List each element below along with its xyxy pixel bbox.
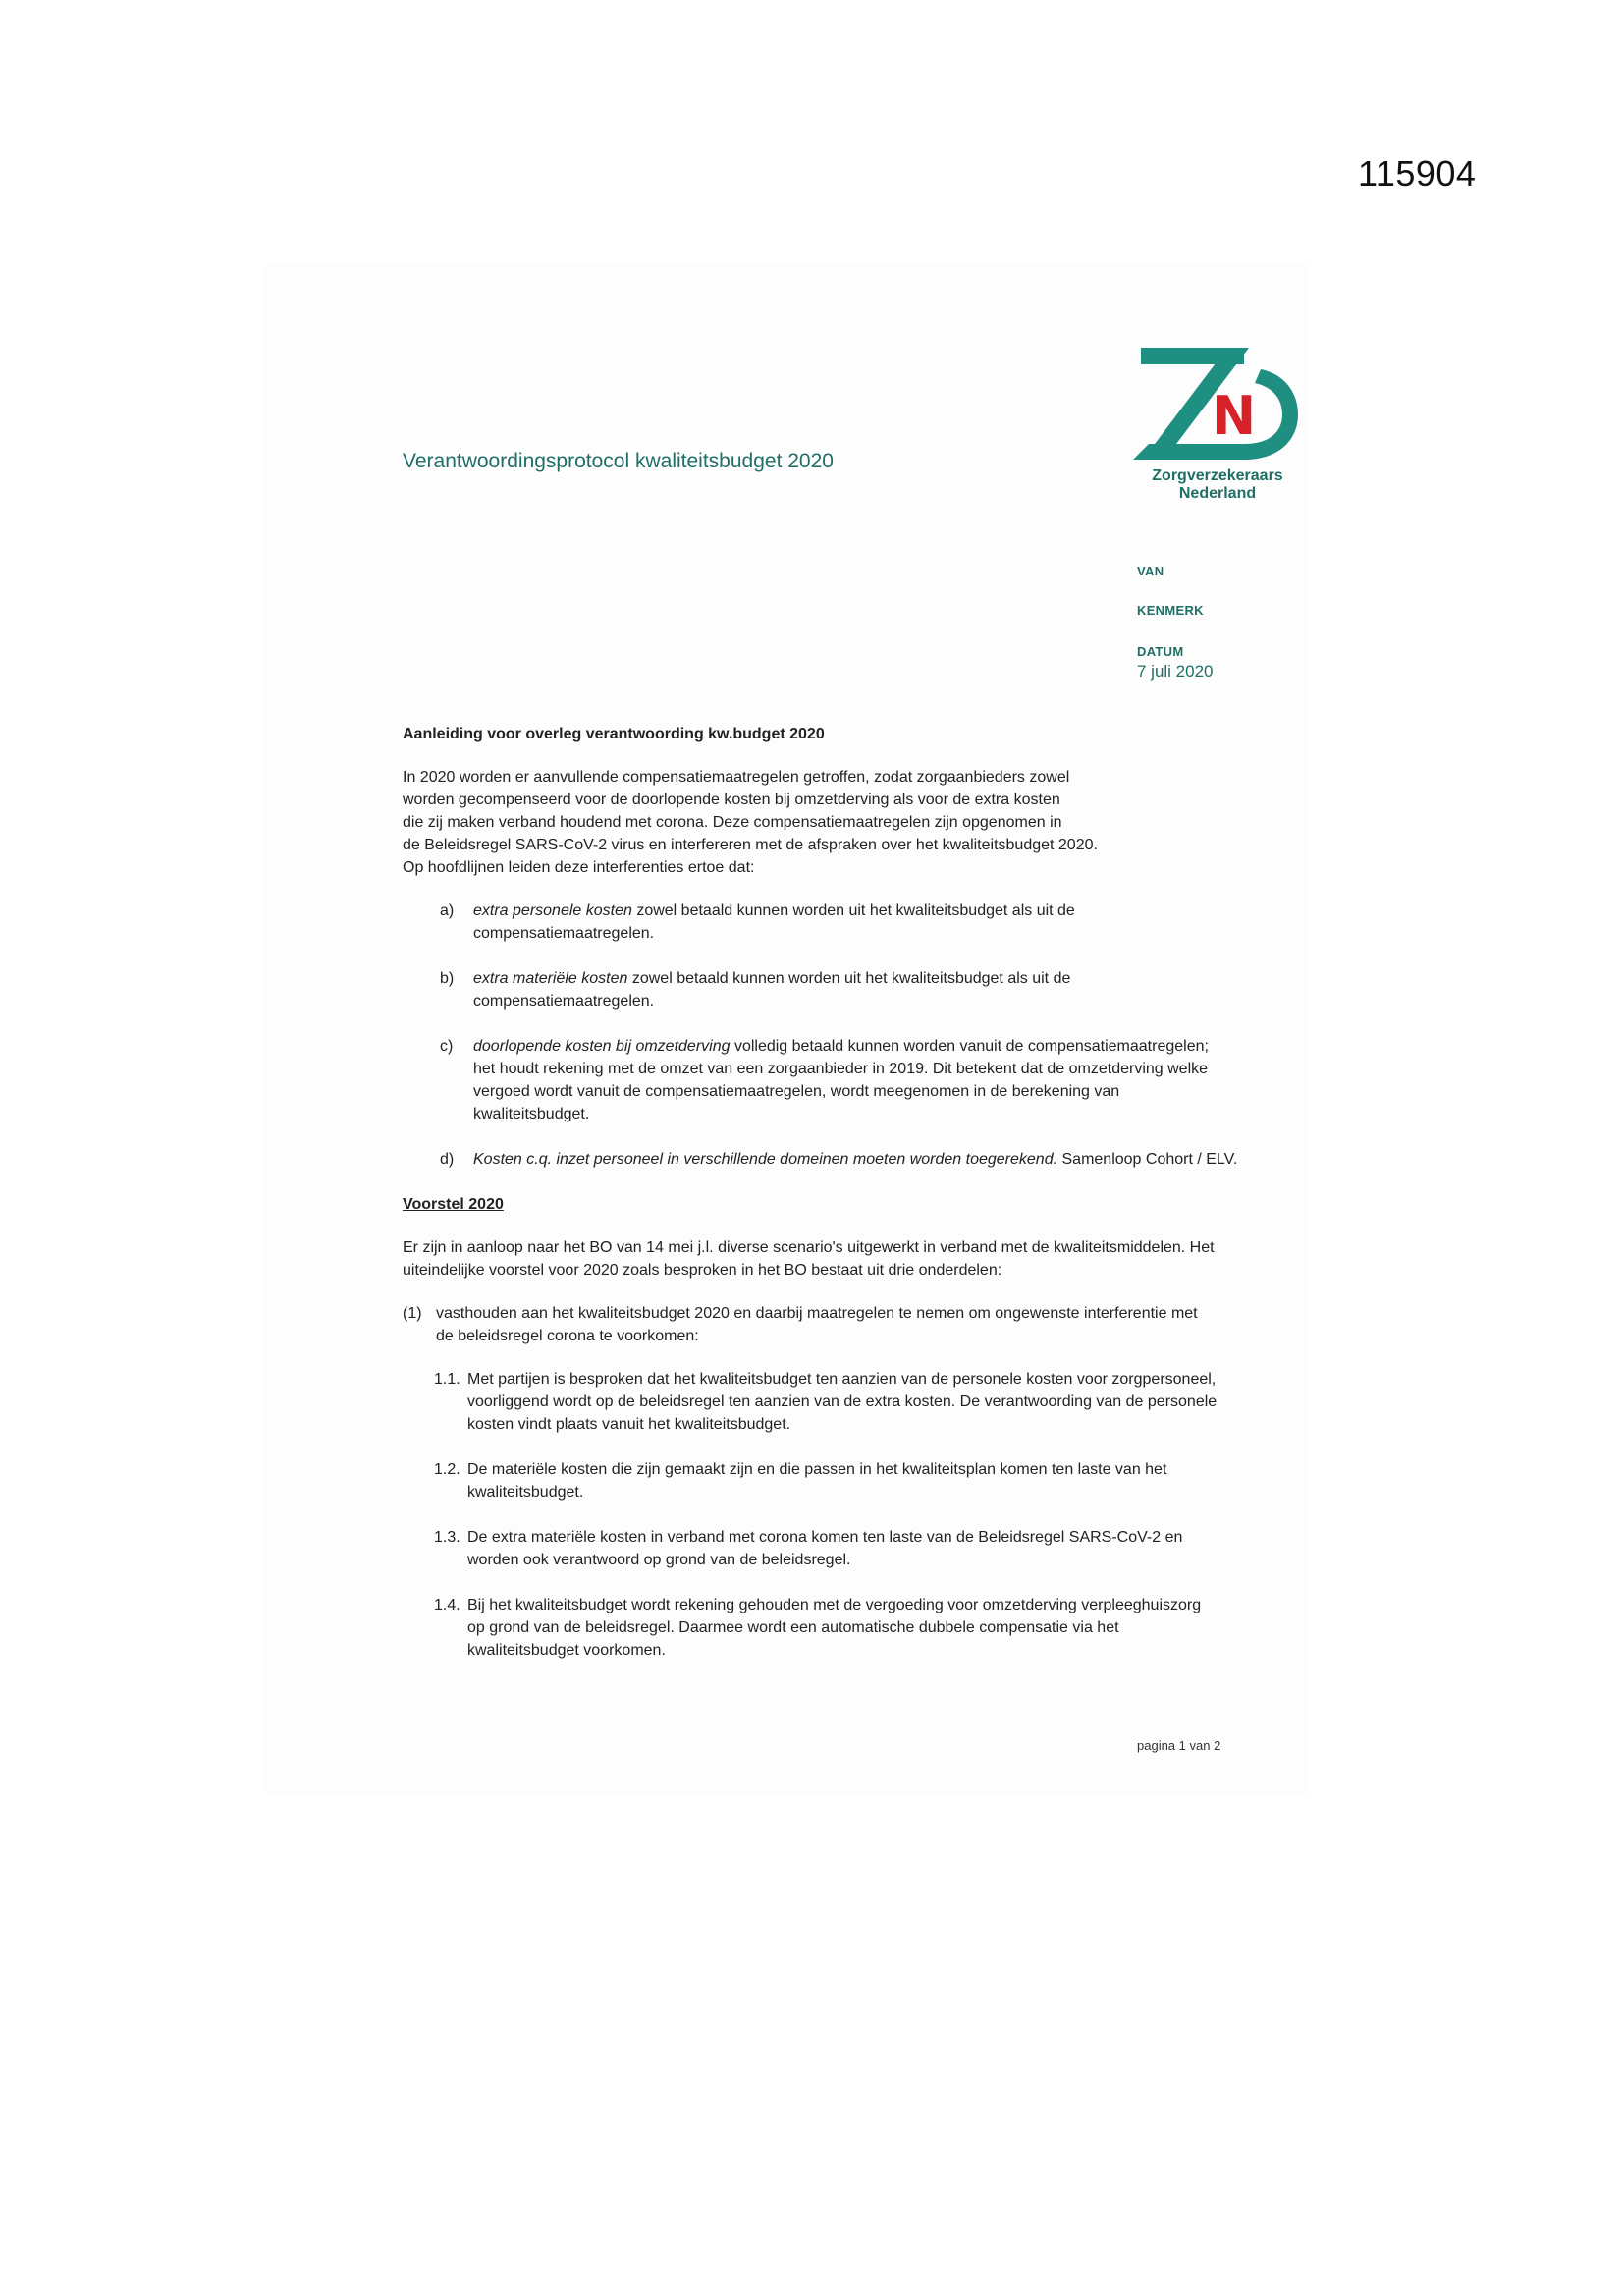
- sub-line: voorliggend wordt op de beleidsregel ten aanzien van de extra kosten. De verantwoording van de personele: [467, 1394, 1218, 1410]
- list-marker: a): [440, 902, 455, 919]
- item-text: Samenloop Cohort / ELV.: [1057, 1151, 1238, 1168]
- intro-line: de Beleidsregel SARS-CoV-2 virus en interfereren met de afspraken over het kwaliteitsbudget 2020.: [403, 837, 1098, 853]
- voorstel-line: Er zijn in aanloop naar het BO van 14 mei j.l. diverse scenario's uitgewerkt in verband met de kwaliteitsmiddelen. Het: [403, 1239, 1215, 1256]
- intro-line: Op hoofdlijnen leiden deze interferenties ertoe dat:: [403, 859, 755, 876]
- list-item: [403, 1148, 1286, 1171]
- voorstel-paragraph: [403, 1236, 1286, 1282]
- point-line: de beleidsregel corona te voorkomen:: [436, 1328, 699, 1344]
- van-label: VAN: [1137, 564, 1164, 578]
- intro-line: die zij maken verband houdend met corona. Deze compensatiemaatregelen zijn opgenomen in: [403, 814, 1062, 831]
- letter-body: [403, 723, 1286, 1684]
- sub-line: Bij het kwaliteitsbudget wordt rekening gehouden met de vergoeding voor omzetderving verpleeghuiszorg: [467, 1597, 1202, 1613]
- sub-marker: 1.4.: [434, 1597, 460, 1613]
- sub-point-list: [403, 1368, 1286, 1662]
- section-heading-aanleiding: Aanleiding voor overleg verantwoording kw.budget 2020: [403, 726, 825, 742]
- kenmerk-label: KENMERK: [1137, 603, 1204, 618]
- logo-line-2: Nederland: [1178, 485, 1257, 502]
- sub-marker: 1.3.: [434, 1529, 460, 1546]
- sub-line: kwaliteitsbudget.: [467, 1484, 584, 1501]
- list-marker: d): [440, 1151, 455, 1168]
- datum-value: 7 juli 2020: [1137, 662, 1214, 681]
- item-emphasis: extra personele kosten: [473, 902, 632, 919]
- sub-marker: 1.2.: [434, 1461, 460, 1478]
- datum-label: DATUM: [1137, 644, 1184, 659]
- sub-marker: 1.1.: [434, 1371, 460, 1388]
- page-number: pagina 1 van 2: [1137, 1738, 1221, 1753]
- sub-list-item: [403, 1458, 1286, 1503]
- sub-line: De materiële kosten die zijn gemaakt zijn en die passen in het kwaliteitsplan komen ten laste van het: [467, 1461, 1167, 1478]
- item-text: vergoed wordt vanuit de compensatiemaatregelen, wordt meegenomen in de berekening van: [473, 1083, 1120, 1100]
- voorstel-line: uiteindelijke voorstel voor 2020 zoals besproken in het BO bestaat uit drie onderdelen:: [403, 1262, 1002, 1279]
- list-item: [403, 1035, 1286, 1125]
- document-title: Verantwoordingsprotocol kwaliteitsbudget 2020: [403, 450, 834, 472]
- item-text: volledig betaald kunnen worden vanuit de compensatiemaatregelen;: [730, 1038, 1209, 1055]
- sub-line: Met partijen is besproken dat het kwaliteitsbudget ten aanzien van de personele kosten voor zorgpersoneel,: [467, 1371, 1217, 1388]
- document-number: 115904: [1358, 153, 1477, 193]
- point-1: [403, 1302, 1286, 1347]
- section-heading-voorstel: Voorstel 2020: [403, 1196, 504, 1213]
- logo-line-1: Zorgverzekeraars: [1152, 467, 1283, 484]
- list-marker: c): [440, 1038, 454, 1055]
- sub-list-item: [403, 1526, 1286, 1571]
- list-item: [403, 967, 1286, 1012]
- intro-paragraph: [403, 766, 1286, 879]
- item-emphasis: Kosten c.q. inzet personeel in verschillende domeinen moeten worden toegerekend.: [473, 1151, 1058, 1168]
- logo-n-letter: N: [1212, 385, 1257, 447]
- item-text: compensatiemaatregelen.: [473, 993, 655, 1010]
- point-marker: (1): [403, 1305, 422, 1322]
- item-text: kwaliteitsbudget.: [473, 1106, 590, 1122]
- sub-line: kwaliteitsbudget voorkomen.: [467, 1642, 666, 1659]
- sub-list-item: [403, 1594, 1286, 1662]
- item-text: het houdt rekening met de omzet van een zorgaanbieder in 2019. Dit betekent dat de omzetderving welke: [473, 1061, 1209, 1077]
- sub-list-item: [403, 1368, 1286, 1436]
- item-emphasis: extra materiële kosten: [473, 970, 628, 987]
- item-text: zowel betaald kunnen worden uit het kwaliteitsbudget als uit de: [627, 970, 1071, 987]
- item-emphasis: doorlopende kosten bij omzetderving: [473, 1038, 731, 1055]
- interference-list: [403, 900, 1286, 1171]
- sub-line: kosten vindt plaats vanuit het kwaliteitsbudget.: [467, 1416, 791, 1433]
- list-item: [403, 900, 1286, 945]
- point-line: vasthouden aan het kwaliteitsbudget 2020 en daarbij maatregelen te nemen om ongewenste interferentie met: [436, 1305, 1198, 1322]
- intro-line: In 2020 worden er aanvullende compensatiemaatregelen getroffen, zodat zorgaanbieders zowel: [403, 769, 1070, 786]
- item-text: zowel betaald kunnen worden uit het kwaliteitsbudget als uit de: [631, 902, 1075, 919]
- logo-wordmark: [1129, 467, 1306, 503]
- sub-line: worden ook verantwoord op grond van de beleidsregel.: [467, 1552, 851, 1568]
- item-text: compensatiemaatregelen.: [473, 925, 655, 942]
- intro-line: worden gecompenseerd voor de doorlopende kosten bij omzetderving als voor de extra kosten: [403, 792, 1060, 808]
- sub-line: op grond van de beleidsregel. Daarmee wordt een automatische dubbele compensatie via het: [467, 1619, 1119, 1636]
- sub-line: De extra materiële kosten in verband met corona komen ten laste van de Beleidsregel SARS-CoV-2 en: [467, 1529, 1183, 1546]
- list-marker: b): [440, 970, 455, 987]
